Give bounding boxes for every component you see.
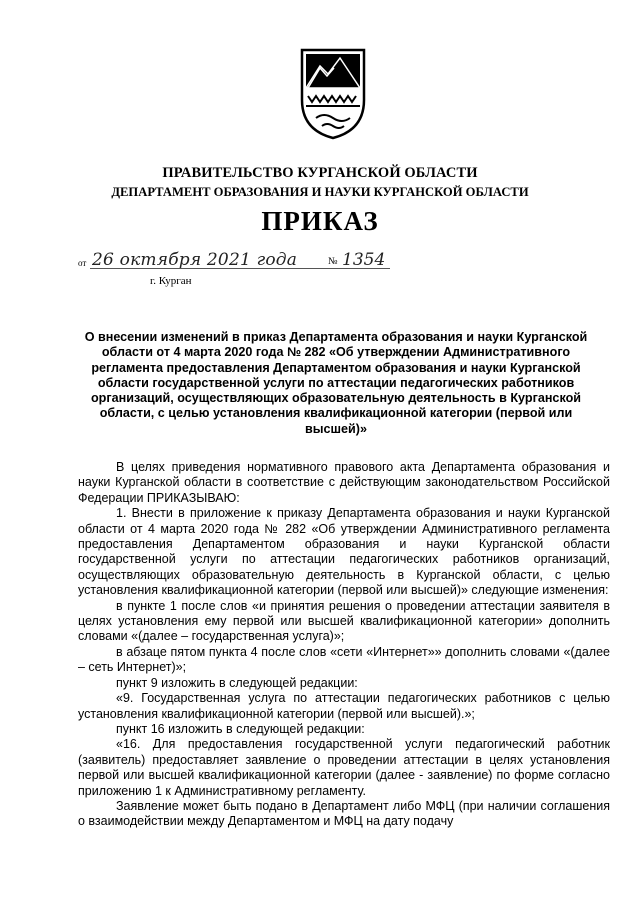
order-title: О внесении изменений в приказ Департамента образования и науки Курганской области от 4 марта 2020 года № 282 «Об утверждении Административного регламента предоставления Департаментом образования и науки Курганской области государственной услуги по аттестации педагогических работников организаций, осуществляющих образовательную деятельность в Курганской области, с целью установления квалификационной категории (первой или высшей)» xyxy=(84,330,588,436)
paragraph: в абзаце пятом пункта 4 после слов «сети «Интернет»» дополнить словами «(далее – сеть Интернет)»; xyxy=(78,644,610,675)
handwritten-number: 1354 xyxy=(342,250,386,270)
paragraph: пункт 16 изложить в следующей редакции: xyxy=(116,721,365,736)
paragraph: «9. Государственная услуга по аттестации педагогических работников с целью установления квалификационной категории (первой или высшей).»; xyxy=(78,691,610,721)
kurgan-coat-of-arms-icon xyxy=(298,48,368,140)
government-name: ПРАВИТЕЛЬСТВО КУРГАНСКОЙ ОБЛАСТИ xyxy=(162,165,478,181)
order-body xyxy=(78,460,610,830)
order-date-line xyxy=(78,250,408,272)
number-label: № xyxy=(328,256,338,267)
paragraph: в пункте 1 после слов «и принятия решения о проведении аттестации заявителя в целях установления ему первой или высшей квалификационной категории» дополнить словами «(далее – государственная услуга)»; xyxy=(78,598,610,644)
from-label: от xyxy=(78,258,87,268)
department-name: ДЕПАРТАМЕНТ ОБРАЗОВАНИЯ И НАУКИ КУРГАНСКОЙ ОБЛАСТИ xyxy=(111,185,529,199)
paragraph: пункт 9 изложить в следующей редакции: xyxy=(116,675,358,690)
paragraph: 1. Внести в приложение к приказу Департамента образования и науки Курганской области от 4 марта 2020 года № 282 «Об утверждении Административного регламента предоставления Департаментом образования и науки Курганской области государственной услуги по аттестации педагогических работников организаций, осуществляющих образовательную деятельность в Курганской области, с целью установления квалификационной категории (первой или высшей)» следующие изменения: xyxy=(78,506,610,598)
paragraph: Заявление может быть подано в Департамент либо МФЦ (при наличии соглашения о взаимодействии между Департаментом и МФЦ на дату подачу xyxy=(78,798,610,829)
paragraph: В целях приведения нормативного правового акта Департамента образования и науки Курганской области в соответствие с действующим законодательством Российской Федерации ПРИКАЗЫВАЮ: xyxy=(78,460,610,505)
paragraph: «16. Для предоставления государственной услуги педагогический работник (заявитель) предоставляет заявление о проведении аттестации в целях установления первой или высшей квалификационной категории (далее - заявление) по форме согласно приложению 1 к Административному регламенту. xyxy=(78,737,610,798)
city-label: г. Курган xyxy=(150,275,192,287)
document-type-heading: ПРИКАЗ xyxy=(261,206,379,236)
handwritten-date: 26 октября 2021 года xyxy=(92,250,298,270)
